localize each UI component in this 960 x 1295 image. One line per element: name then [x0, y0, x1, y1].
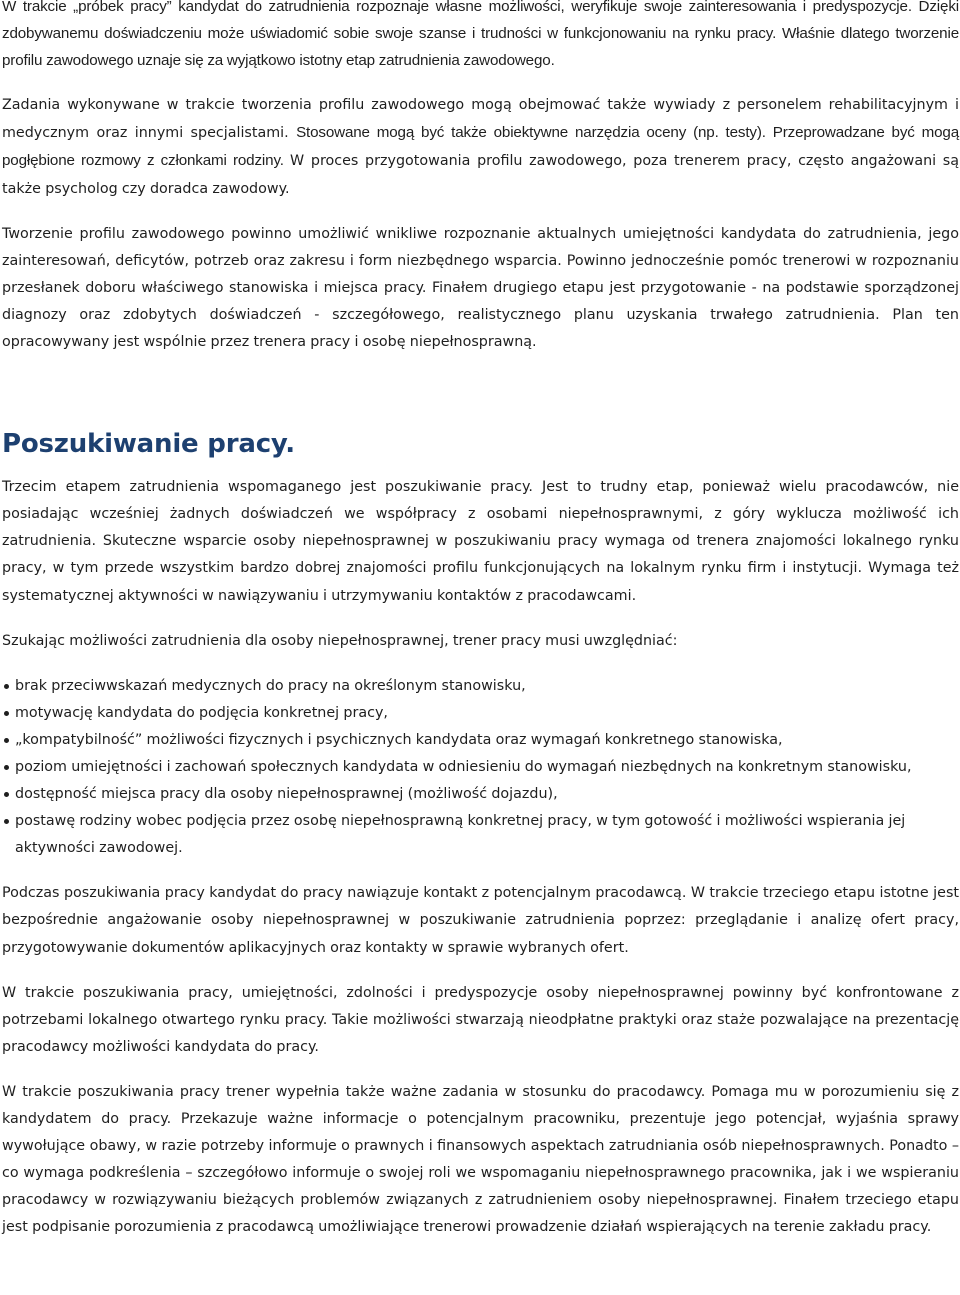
paragraph-list-intro: Szukając możliwości zatrudnienia dla osoby niepełnosprawnej, trener pracy musi uwzględniać: — [2, 632, 678, 649]
paragraph-text: W trakcie „próbek pracy” kandydat do zatrudnienia rozpoznaje własne możliwości, weryfikuje swoje zainteresowania i predyspozycje. Dzięki zdobywanemu doświadczeniu może uświadomić sobie swoje szanse i trudności w funkcjonowaniu na rynku pracy. Właśnie dlatego tworzenie profilu zawodowego uznaje się za wyjątkowo istotny etap zatrudnienia zawodowego. — [2, 0, 959, 70]
paragraph-text: W trakcie trzeciego etapu istotne jest bezpośrednie angażowanie osoby niepełnosprawnej w poszukiwanie zatrudnienia poprzez: przeglądanie i analizę ofert pracy, przygotowywanie dokumentów aplikacyjnych oraz kontakty w sprawie wybranych ofert. — [2, 885, 959, 956]
paragraph-text: Trzecim etapem zatrudnienia wspomaganego jest poszukiwanie pracy. — [2, 479, 542, 496]
bullet-icon — [4, 711, 9, 716]
paragraph-trainer-tasks — [2, 1079, 959, 1242]
paragraph-text: Skuteczne wsparcie osoby niepełnosprawnej w poszukiwaniu pracy wymaga od trenera znajomości lokalnego rynku pracy, w tym przede wszystkim bardzo dobrej znajomości profilu funkcjonujących na lokalnym rynku firm i instytucji. — [2, 533, 959, 577]
paragraph-text: Finałem drugiego etapu jest przygotowanie - na podstawie sporządzonej diagnozy oraz zdobytych doświadczeń - szczegółowego, realistycznego planu uzyskania trwałego zatrudnienia. — [2, 279, 959, 323]
bullet-icon — [4, 819, 9, 824]
list-item — [15, 673, 959, 700]
paragraph-text: W proces przygotowania profilu zawodowego, poza trenerem pracy, często angażowani są także psycholog czy doradca zawodowy. — [2, 153, 960, 197]
paragraph-text: Zadania wykonywane w trakcie tworzenia profilu zawodowego mogą obejmować także wywiady z personelem rehabilitacyjnym i medycznym oraz innymi specjalistami. — [2, 97, 959, 142]
paragraph-text: W trakcie poszukiwania pracy, umiejętności, zdolności i predyspozycje osoby niepełnosprawnej powinny być konfrontowane z potrzebami lokalnego otwartego rynku pracy. — [2, 984, 959, 1028]
paragraph-text: Jest to trudny etap, ponieważ wielu pracodawców, nie posiadając wcześniej żadnych doświadczeń we współpracy z osobami niepełnosprawnymi, z góry wyklucza możliwość ich zatrudnienia. — [2, 479, 959, 550]
paragraph-text: Stosowane mogą być także obiektywne narzędzia oceny (np. testy). Przeprowadzane być mogą pogłębione rozmowy z członkami rodziny. — [2, 124, 960, 170]
paragraph-confrontation — [2, 980, 959, 1061]
section-heading: Poszukiwanie pracy. — [2, 429, 295, 460]
paragraph-text: Podczas poszukiwania pracy kandydat do pracy nawiązuje kontakt z potencjalnym pracodawcą. — [2, 885, 691, 902]
paragraph-text: Pomaga mu w porozumieniu się z kandydatem do pracy. — [2, 1083, 959, 1127]
criteria-list — [2, 673, 959, 863]
list-item — [15, 781, 959, 808]
list-item-text: motywację kandydata do podjęcia konkretnej pracy, — [15, 704, 388, 721]
bullet-icon — [4, 765, 9, 770]
paragraph-work-samples — [2, 0, 959, 74]
bullet-icon — [4, 684, 9, 689]
list-item — [15, 700, 959, 727]
paragraph-text: Plan ten opracowywany jest wspólnie przez trenera pracy i osobę niepełnosprawną. — [2, 306, 959, 351]
paragraph-text: W trakcie poszukiwania pracy trener wypełnia także ważne zadania w stosunku do pracodawcy. — [2, 1083, 712, 1100]
list-item — [15, 754, 959, 781]
bullet-icon — [4, 792, 9, 797]
list-item-text: dostępność miejsca pracy dla osoby niepełnosprawnej (możliwość dojazdu), — [15, 786, 558, 803]
paragraph-text: Wymaga też systematycznej aktywności w nawiązywaniu i utrzymywaniu kontaktów z pracodawcami. — [2, 560, 959, 604]
paragraph-profile-goals — [2, 221, 959, 356]
list-item-text: poziom umiejętności i zachowań społecznych kandydata w odniesieniu do wymagań niezbędnych na konkretnym stanowisku, — [15, 758, 912, 775]
paragraph-profile-tasks — [2, 92, 959, 202]
list-item-text: „kompatybilność” możliwości fizycznych i psychicznych kandydata oraz wymagań konkretnego stanowiska, — [15, 731, 783, 748]
paragraph-contact-employer — [2, 880, 959, 961]
paragraph-text: Takie możliwości stwarzają nieodpłatne praktyki oraz staże pozwalające na prezentację pracodawcy możliwości kandydata do pracy. — [2, 1011, 959, 1055]
list-item-text: postawę rodziny wobec podjęcia przez osobę niepełnosprawną konkretnej pracy, w tym gotowość i możliwości wspierania jej aktywności zawodowej. — [15, 813, 906, 857]
list-item — [15, 727, 959, 754]
paragraph-text: Finałem trzeciego etapu jest podpisanie porozumienia z pracodawcą umożliwiające trenerowi prowadzenie działań wspierających na terenie zakładu pracy. — [2, 1192, 959, 1236]
paragraph-text: Przekazuje ważne informacje o potencjalnym pracowniku, prezentuje jego potencjał, wyjaśnia sprawy wywołujące obawy, w razie potrzeby informuje o prawnych i finansowych aspektach zatrudniania osób niepełnosprawnych. Ponadto – co wymaga podkreślenia – szczegółowo informuje o swojej roli we wspomaganiu niepełnosprawnego pracownika, jak i we wspieraniu pracodawcy w rozwiązywaniu bieżących problemów związanych z zatrudnieniem osoby niepełnosprawnej. — [2, 1111, 959, 1209]
paragraph-text: Tworzenie profilu zawodowego powinno umożliwić wnikliwe rozpoznanie aktualnych umiejętności kandydata do zatrudnienia, jego zainteresowań, deficytów, potrzeb oraz zakresu i form niezbędnego wsparcia. — [2, 225, 959, 269]
paragraph-job-search-intro — [2, 474, 959, 609]
paragraph-text: Powinno jednocześnie pomóc trenerowi w rozpoznaniu przesłanek doboru właściwego stanowiska i miejsca pracy. — [2, 252, 959, 296]
list-item-text: brak przeciwwskazań medycznych do pracy na określonym stanowisku, — [15, 677, 526, 694]
list-item — [15, 808, 959, 862]
bullet-icon — [4, 738, 9, 743]
